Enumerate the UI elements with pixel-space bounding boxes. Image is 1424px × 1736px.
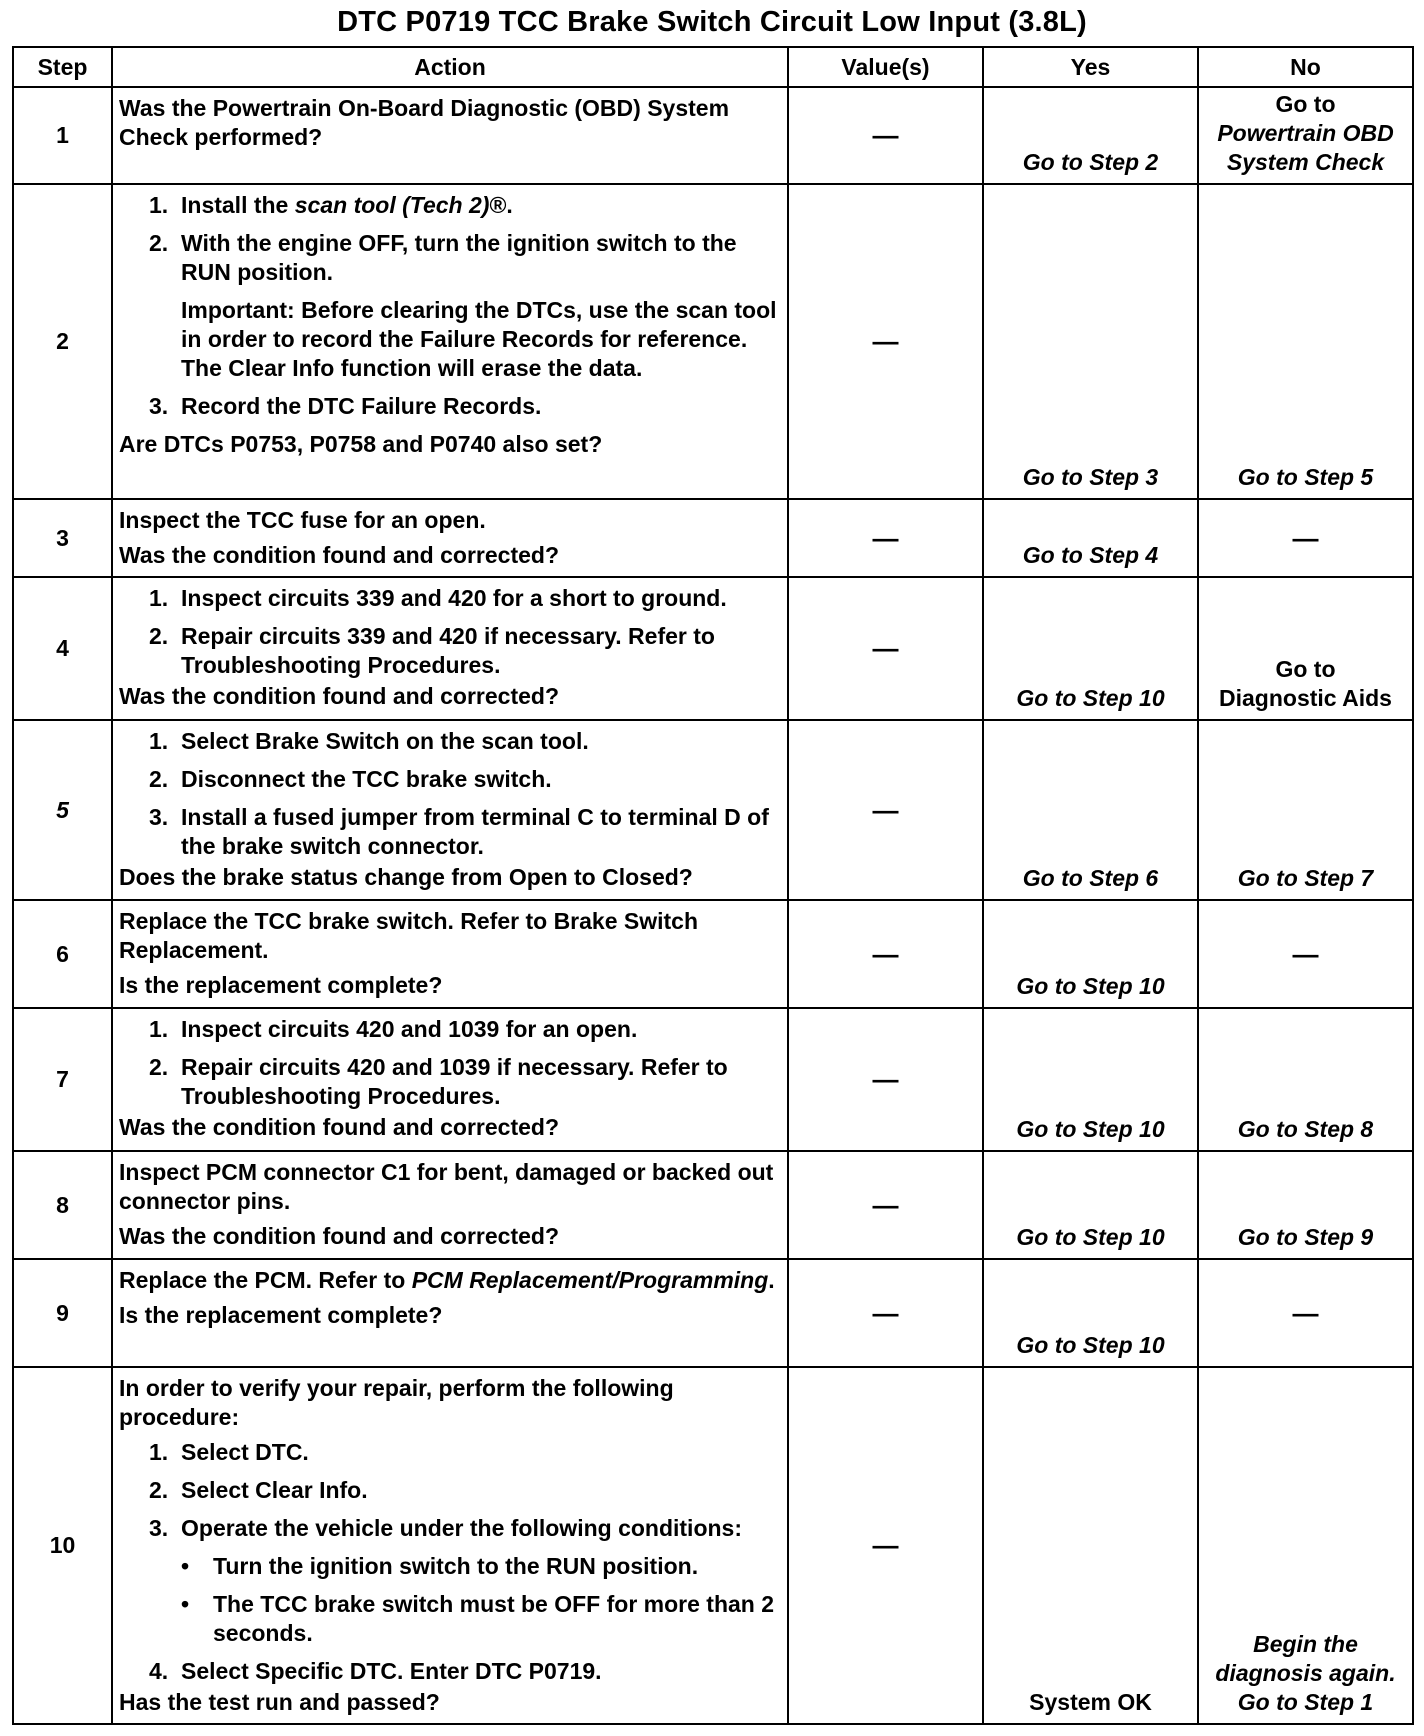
action-cell (112, 87, 788, 184)
action-cell (112, 1367, 788, 1724)
step-number: 1 (13, 87, 112, 184)
yes-cell: Go to Step 10 (983, 577, 1198, 720)
important-note: Important: Before clearing the DTCs, use the scan tool in order to record the Failure Records for reference. The Clear Info function will erase the data. (181, 297, 777, 381)
no-cell: Go to Step 7 (1198, 720, 1413, 900)
value-cell: — (788, 1151, 983, 1259)
list-item: 4. Select Specific DTC. Enter DTC P0719. (149, 1658, 602, 1684)
yes-cell: Go to Step 10 (983, 1008, 1198, 1151)
yes-cell: Go to Step 4 (983, 499, 1198, 577)
action-cell (112, 1259, 788, 1367)
action-text: Inspect PCM connector C1 for bent, damaged or backed out connector pins. (119, 1159, 774, 1214)
action-cell (112, 1151, 788, 1259)
list-item: 1. Select Brake Switch on the scan tool. (149, 728, 589, 754)
value-cell: — (788, 577, 983, 720)
list-item: 1. Inspect circuits 339 and 420 for a short to ground. (149, 585, 727, 611)
page-title: DTC P0719 TCC Brake Switch Circuit Low Input (3.8L) (337, 6, 1087, 38)
list-item: 2. Repair circuits 339 and 420 if necessary. Refer to Troubleshooting Procedures. (149, 623, 715, 678)
action-question: Was the Powertrain On-Board Diagnostic (OBD) System Check performed? (119, 95, 730, 150)
table-row (13, 1259, 1413, 1367)
action-cell (112, 499, 788, 577)
list-item: 3. Record the DTC Failure Records. (149, 393, 542, 419)
no-line: diagnosis again. (1215, 1660, 1396, 1686)
step-number: 8 (13, 1151, 112, 1259)
header-row (13, 47, 1413, 87)
step-number: 3 (13, 499, 112, 577)
yes-cell: Go to Step 10 (983, 1151, 1198, 1259)
yes-cell: Go to Step 10 (983, 1259, 1198, 1367)
table-row (13, 1367, 1413, 1724)
action-question: Was the condition found and corrected? (119, 542, 559, 568)
yes-cell: Go to Step 10 (983, 900, 1198, 1008)
no-line: Powertrain OBD (1217, 120, 1394, 146)
list-item: 2. Select Clear Info. (149, 1477, 368, 1503)
list-item: 1. Select DTC. (149, 1439, 309, 1465)
header-no: No (1198, 47, 1413, 87)
no-cell: Go to Step 5 (1198, 184, 1413, 499)
header-action: Action (112, 47, 788, 87)
table-row (13, 87, 1413, 184)
action-question: Was the condition found and corrected? (119, 1114, 559, 1140)
list-item: 1. Install the scan tool (Tech 2)®. (149, 192, 513, 218)
no-line: Begin the (1253, 1631, 1358, 1657)
no-cell (1198, 1367, 1413, 1724)
no-line: System Check (1226, 149, 1385, 175)
action-question: Does the brake status change from Open to Closed? (119, 864, 693, 890)
bullet-item: • Turn the ignition switch to the RUN position. (181, 1553, 699, 1579)
yes-cell: Go to Step 3 (983, 184, 1198, 499)
yes-cell: Go to Step 6 (983, 720, 1198, 900)
action-cell (112, 1008, 788, 1151)
no-cell: — (1198, 900, 1413, 1008)
value-cell: — (788, 184, 983, 499)
value-cell: — (788, 1259, 983, 1367)
action-text: Replace the TCC brake switch. Refer to Brake Switch Replacement. (119, 908, 699, 963)
value-cell: — (788, 87, 983, 184)
step-number: 6 (13, 900, 112, 1008)
step-number: 9 (13, 1259, 112, 1367)
action-question: Has the test run and passed? (119, 1689, 440, 1715)
action-question: Is the replacement complete? (119, 1302, 443, 1328)
no-line: Diagnostic Aids (1219, 685, 1392, 711)
no-line: Go to (1275, 91, 1336, 117)
header-values: Value(s) (788, 47, 983, 87)
action-question: Is the replacement complete? (119, 972, 443, 998)
table-row (13, 720, 1413, 900)
list-item: 3. Operate the vehicle under the following conditions: (149, 1515, 742, 1541)
action-cell (112, 900, 788, 1008)
no-line: Go to Step 1 (1237, 1689, 1374, 1715)
table-row (13, 1008, 1413, 1151)
no-line: Go to (1275, 656, 1336, 682)
table-row (13, 1151, 1413, 1259)
value-cell: — (788, 900, 983, 1008)
step-number: 2 (13, 184, 112, 499)
diagnostic-table (12, 46, 1414, 1725)
action-cell (112, 577, 788, 720)
table-row (13, 184, 1413, 499)
no-cell: — (1198, 1259, 1413, 1367)
action-cell (112, 720, 788, 900)
no-cell: — (1198, 499, 1413, 577)
no-cell: Go to Step 9 (1198, 1151, 1413, 1259)
table-row (13, 900, 1413, 1008)
action-question: Was the condition found and corrected? (119, 683, 559, 709)
value-cell: — (788, 499, 983, 577)
no-cell: Go to Step 8 (1198, 1008, 1413, 1151)
step-number: 4 (13, 577, 112, 720)
no-cell (1198, 577, 1413, 720)
bullet-item: • The TCC brake switch must be OFF for more than 2 seconds. (181, 1591, 775, 1646)
list-item: 2. Repair circuits 420 and 1039 if necessary. Refer to Troubleshooting Procedures. (149, 1054, 728, 1109)
no-cell (1198, 87, 1413, 184)
value-cell: — (788, 1367, 983, 1724)
list-item: 2. With the engine OFF, turn the ignition switch to the RUN position. (149, 230, 737, 285)
action-text: Inspect the TCC fuse for an open. (119, 507, 486, 533)
action-question: Was the condition found and corrected? (119, 1223, 559, 1249)
table-row (13, 499, 1413, 577)
value-cell: — (788, 1008, 983, 1151)
value-cell: — (788, 720, 983, 900)
action-cell (112, 184, 788, 499)
table-row (13, 577, 1413, 720)
list-item: 1. Inspect circuits 420 and 1039 for an open. (149, 1016, 638, 1042)
action-question: Are DTCs P0753, P0758 and P0740 also set? (119, 431, 603, 457)
header-yes: Yes (983, 47, 1198, 87)
step-number: 5 (13, 720, 112, 900)
yes-cell: System OK (983, 1367, 1198, 1724)
step-number: 10 (13, 1367, 112, 1724)
yes-cell: Go to Step 2 (983, 87, 1198, 184)
step-number: 7 (13, 1008, 112, 1151)
header-step: Step (13, 47, 112, 87)
action-text: Replace the PCM. Refer to PCM Replacement/Programming. (119, 1267, 775, 1293)
action-text: In order to verify your repair, perform the following procedure: (119, 1375, 674, 1430)
list-item: 3. Install a fused jumper from terminal C to terminal D of the brake switch connector. (149, 804, 769, 859)
list-item: 2. Disconnect the TCC brake switch. (149, 766, 552, 792)
